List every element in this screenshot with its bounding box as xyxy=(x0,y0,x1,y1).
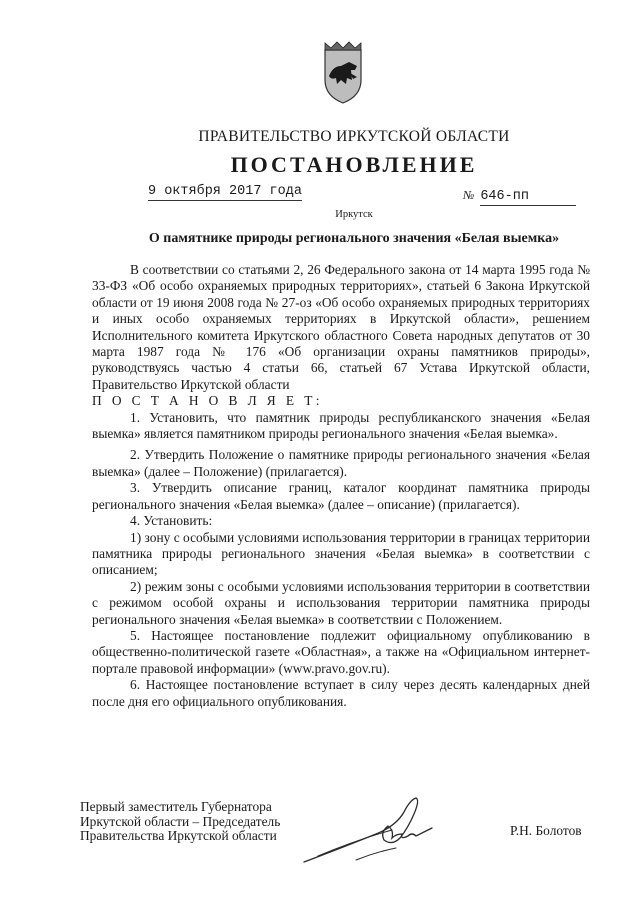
item-4-2: 2) режим зоны с особыми условиями использования территории в соответствии с режимом особой охраны и использования территории памятника природы регионального значения «Белая выемка» в соответствии с Положением. xyxy=(92,578,590,627)
document-body xyxy=(92,262,590,710)
document-number xyxy=(463,188,576,206)
item-4-1: 1) зону с особыми условиями использования территории в границах территории памятника природы регионального значения «Белая выемка» в соответствии с описанием; xyxy=(92,529,590,578)
number-sign: № xyxy=(463,188,475,202)
item-6: 6. Настоящее постановление вступает в силу через десять календарных дней после дня его официального опубликования. xyxy=(92,677,590,709)
signatory-position xyxy=(80,800,280,844)
resolves-heading: П О С Т А Н О В Л Я Е Т: xyxy=(92,393,323,409)
government-name: ПРАВИТЕЛЬСТВО ИРКУТСКОЙ ОБЛАСТИ xyxy=(198,128,510,145)
handwritten-signature xyxy=(296,790,456,870)
date-value: 9 октября 2017 года xyxy=(148,184,302,199)
document-subject: О памятнике природы регионального значения «Белая выемка» xyxy=(148,231,560,246)
coat-of-arms-icon xyxy=(319,40,367,106)
item-2: 2. Утвердить Положение о памятнике природы регионального значения «Белая выемка» (далее – Положение) (прилагается). xyxy=(92,447,590,479)
signatory-name: Р.Н. Болотов xyxy=(510,823,582,838)
item-3: 3. Утвердить описание границ, каталог координат памятника природы регионального значения «Белая выемка» (далее – описание) (прилагается). xyxy=(92,480,590,512)
signatory-line-1: Первый заместитель Губернатора xyxy=(80,799,272,814)
preamble-paragraph: В соответствии со статьями 2, 26 Федерального закона от 14 марта 1995 года № 33-ФЗ «Об особо охраняемых природных территориях», статьей 6 Закона Иркутской области от 19 июня 2008 года № 27-оз «Об особо охраняемых природных территориях и иных особо охраняемых территориях в Иркутской области», решением Исполнительного комитета Иркутского областного Совета народных депутатов от 30 марта 1987 года № 176 «Об организации охраны памятников природы», руководствуясь частью 4 статьи 66, статьей 67 Устава Иркутской области, Правительство Иркутской области xyxy=(92,262,590,392)
number-value: 646-пп xyxy=(480,189,576,206)
signatory-line-3: Правительства Иркутской области xyxy=(80,828,277,844)
item-5: 5. Настоящее постановление подлежит официальному опубликованию в общественно-политической газете «Областная», а также на «Официальном интернет-портале правовой информации» (www.pravo.gov.ru). xyxy=(92,627,590,676)
document-date xyxy=(148,184,302,199)
item-4: 4. Установить: xyxy=(130,513,213,529)
item-1: 1. Установить, что памятник природы республиканского значения «Белая выемка» является памятником природы регионального значения «Белая выемка». xyxy=(92,409,590,442)
signatory-line-2: Иркутской области – Председатель xyxy=(80,813,281,829)
document-title: ПОСТАНОВЛЕНИЕ xyxy=(230,152,478,177)
city-label: Иркутск xyxy=(335,209,373,220)
